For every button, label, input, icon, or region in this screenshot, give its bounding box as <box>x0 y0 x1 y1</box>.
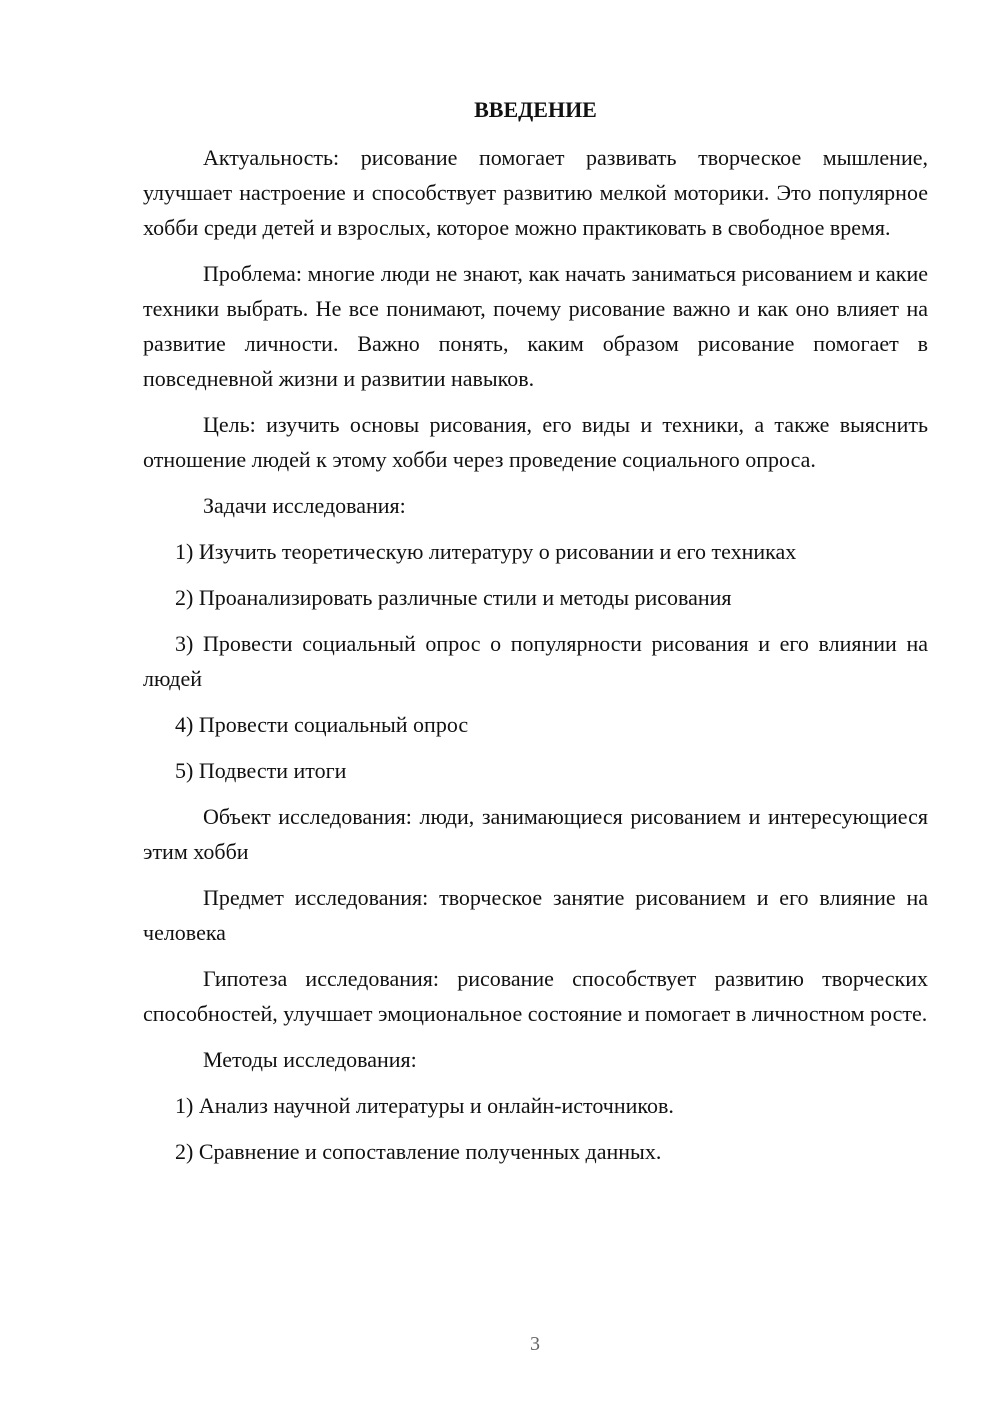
object-paragraph: Объект исследования: люди, занимающиеся рисованием и интересующиеся этим хобби <box>143 804 928 864</box>
page-title: ВВЕДЕНИЕ <box>474 97 597 122</box>
relevance-paragraph: Актуальность: рисование помогает развивать творческое мышление, улучшает настроение и способствует развитию мелкой моторики. Это популярное хобби среди детей и взрослых, которое можно практиковать в свободное время. <box>143 145 928 240</box>
method-item-1: 1) Анализ научной литературы и онлайн-источников. <box>175 1093 674 1118</box>
goal-paragraph: Цель: изучить основы рисования, его виды и техники, а также выяснить отношение людей к этому хобби через проведение социального опроса. <box>143 412 928 472</box>
page-content <box>143 95 928 1180</box>
methods-heading: Методы исследования: <box>203 1047 417 1072</box>
task-item-5: 5) Подвести итоги <box>175 758 347 783</box>
problem-paragraph: Проблема: многие люди не знают, как начать заниматься рисованием и какие техники выбрать. Не все понимают, почему рисование важно и как оно влияет на развитие личности. Важно понять, каким образом рисование помогает в повседневной жизни и развитии навыков. <box>143 261 928 391</box>
page-number: 3 <box>530 1333 540 1355</box>
task-item-1: 1) Изучить теоретическую литературу о рисовании и его техниках <box>175 539 797 564</box>
task-item-2: 2) Проанализировать различные стили и методы рисования <box>175 585 732 610</box>
task-item-3: 3) Провести социальный опрос о популярности рисования и его влиянии на людей <box>143 631 928 691</box>
tasks-heading: Задачи исследования: <box>203 493 406 518</box>
method-item-2: 2) Сравнение и сопоставление полученных данных. <box>175 1139 662 1164</box>
subject-paragraph: Предмет исследования: творческое занятие рисованием и его влияние на человека <box>143 885 928 945</box>
hypothesis-paragraph: Гипотеза исследования: рисование способствует развитию творческих способностей, улучшает эмоциональное состояние и помогает в личностном росте. <box>143 966 928 1026</box>
task-item-4: 4) Провести социальный опрос <box>175 712 469 737</box>
